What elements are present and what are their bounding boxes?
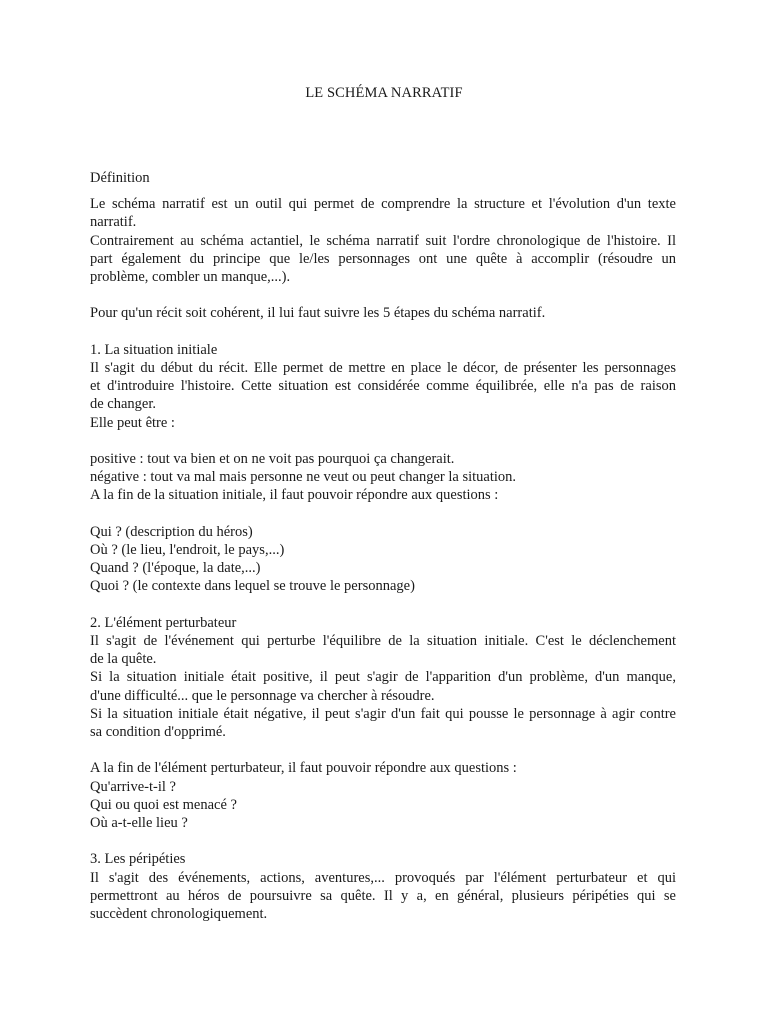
paragraph-line: A la fin de l'élément perturbateur, il faut pouvoir répondre aux questions :	[90, 760, 517, 777]
section-heading: 3. Les péripéties	[90, 851, 186, 868]
spacer	[90, 596, 676, 614]
document-body	[90, 169, 676, 923]
paragraph-line: Il s'agit de l'événement qui perturbe l'équilibre de la situation initiale. C'est le déclenchement	[90, 633, 676, 649]
list-item: Qu'arrive-t-il ?	[90, 778, 176, 795]
paragraph-line: sa condition d'opprimé.	[90, 724, 226, 741]
definition-paragraph-line: Le schéma narratif est un outil qui permet de comprendre la structure et l'évolution d'un texte	[90, 196, 676, 213]
definition-paragraph-line: problème, combler un manque,...).	[90, 269, 291, 286]
spacer	[90, 187, 676, 195]
paragraph-line: et d'introduire l'histoire. Cette situation est considérée comme équilibrée, elle n'a pas de raison	[90, 378, 676, 395]
paragraph-line: succèdent chronologiquement.	[90, 906, 268, 923]
spacer	[90, 505, 676, 523]
list-item: Qui ou quoi est menacé ?	[90, 796, 237, 813]
spacer	[90, 832, 676, 850]
list-item: Quand ? (l'époque, la date,...)	[90, 560, 261, 577]
section-heading: 2. L'élément perturbateur	[90, 614, 237, 631]
section-heading: 1. La situation initiale	[90, 341, 218, 358]
paragraph-line: Il s'agit des événements, actions, aventures,... provoqués par l'élément perturbateur et qui	[90, 869, 676, 886]
definition-paragraph-line: Contrairement au schéma actantiel, le schéma narratif suit l'ordre chronologique de l'histoire. Il	[90, 232, 676, 249]
definition-paragraph-line: narratif.	[90, 214, 137, 231]
paragraph-line: Si la situation initiale était négative, il peut s'agir d'un fait qui pousse le personnage à agir contre	[90, 705, 676, 722]
list-item: négative : tout va mal mais personne ne veut ou peut changer la situation.	[90, 469, 517, 486]
paragraph-line: d'une difficulté... que le personnage va chercher à résoudre.	[90, 687, 435, 704]
paragraph-line: permettront au héros de poursuivre sa quête. Il y a, en général, plusieurs péripéties qui se	[90, 887, 676, 904]
document-title: LE SCHÉMA NARRATIF	[305, 85, 463, 101]
list-item: positive : tout va bien et on ne voit pas pourquoi ça changerait.	[90, 451, 455, 467]
list-item: Quoi ? (le contexte dans lequel se trouve le personnage)	[90, 578, 415, 595]
spacer	[90, 741, 676, 759]
definition-paragraph-line: part également du principe que le/les personnages ont une quête à accomplir (résoudre un	[90, 250, 676, 267]
paragraph-line: de changer.	[90, 396, 157, 413]
paragraph-line: de la quête.	[90, 651, 157, 668]
list-item: Où ? (le lieu, l'endroit, le pays,...)	[90, 542, 285, 558]
paragraph-line: Si la situation initiale était positive, il peut s'agir de l'apparition d'un problème, d'un manque,	[90, 669, 676, 686]
paragraph-line: A la fin de la situation initiale, il faut pouvoir répondre aux questions :	[90, 487, 499, 504]
spacer	[90, 286, 676, 304]
definition-paragraph-line: Pour qu'un récit soit cohérent, il lui faut suivre les 5 étapes du schéma narratif.	[90, 305, 546, 322]
paragraph-line: Il s'agit du début du récit. Elle permet de mettre en place le décor, de présenter les personnages	[90, 360, 676, 376]
spacer	[90, 432, 676, 450]
list-item: Où a-t-elle lieu ?	[90, 815, 188, 832]
definition-heading: Définition	[90, 170, 150, 186]
list-item: Qui ? (description du héros)	[90, 523, 253, 540]
paragraph-line: Elle peut être :	[90, 414, 175, 431]
spacer	[90, 323, 676, 341]
